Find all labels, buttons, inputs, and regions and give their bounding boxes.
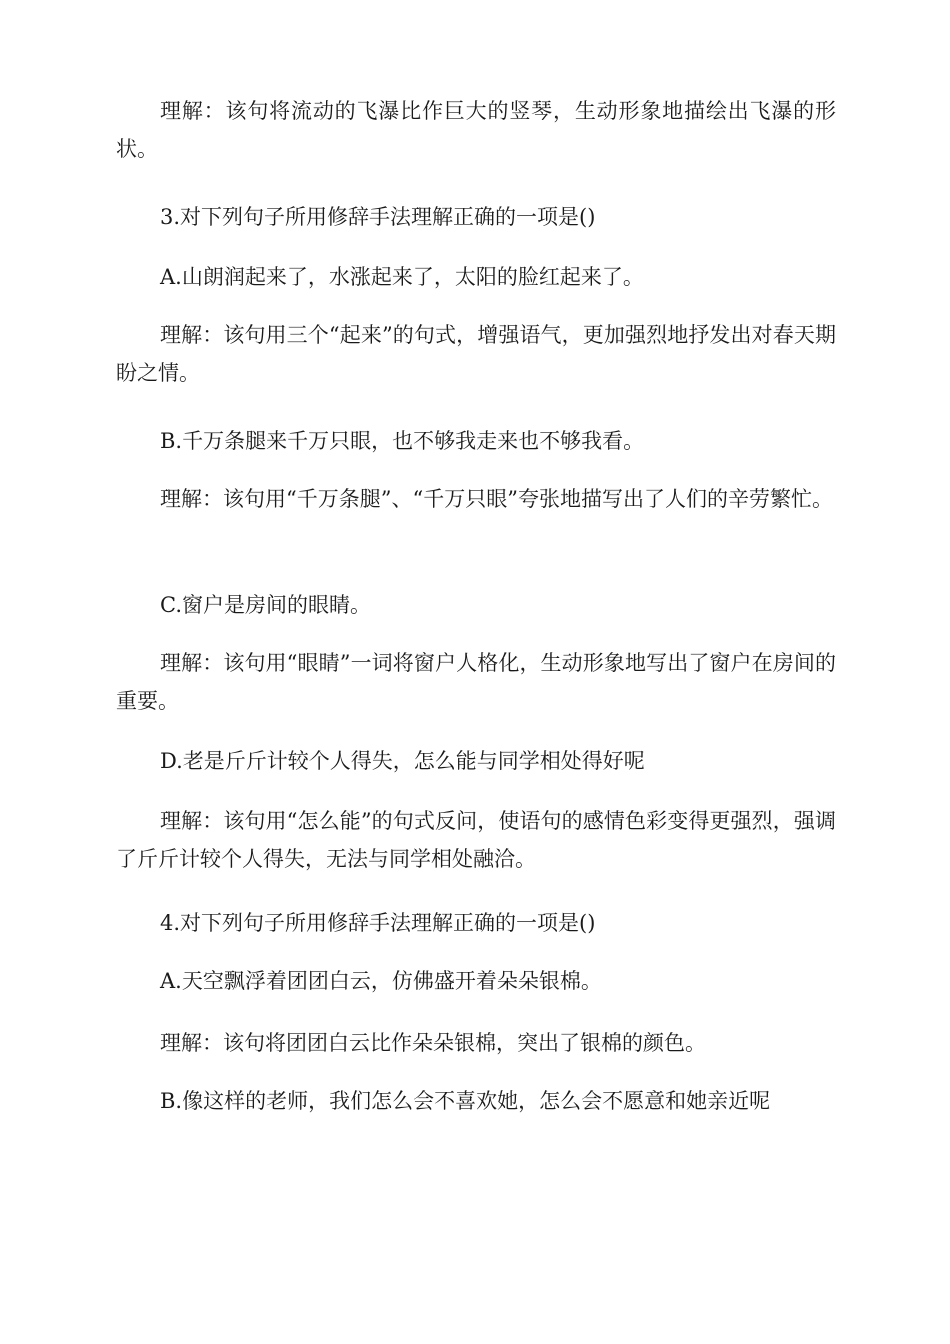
- paragraph-understanding-waterfall: 理解：该句将流动的飞瀑比作巨大的竖琴，生动形象地描绘出飞瀑的形状。: [116, 99, 836, 161]
- question-3: 3.对下列句子所用修辞手法理解正确的一项是(): [160, 205, 596, 229]
- question-3-option-c: C.窗户是房间的眼睛。: [160, 593, 371, 617]
- question-3-option-c-understanding: 理解：该句用“眼睛”一词将窗户人格化，生动形象地写出了窗户在房间的重要。: [116, 651, 836, 713]
- question-3-option-a-understanding: 理解：该句用三个“起来”的句式，增强语气，更加强烈地抒发出对春天期盼之情。: [116, 323, 836, 385]
- question-4-option-b: B.像这样的老师，我们怎么会不喜欢她，怎么会不愿意和她亲近呢: [160, 1089, 771, 1113]
- question-3-option-d-understanding: 理解：该句用“怎么能”的句式反问，使语句的感情色彩变得更强烈，强调了斤斤计较个人得失，无法与同学相处融洽。: [116, 809, 836, 871]
- question-4-option-a-understanding: 理解：该句将团团白云比作朵朵银棉，突出了银棉的颜色。: [160, 1031, 706, 1055]
- question-3-option-b: B.千万条腿来千万只眼，也不够我走来也不够我看。: [160, 429, 645, 453]
- question-4: 4.对下列句子所用修辞手法理解正确的一项是(): [160, 911, 596, 935]
- question-3-option-a: A.山朗润起来了，水涨起来了，太阳的脸红起来了。: [160, 265, 644, 289]
- question-3-option-d: D.老是斤斤计较个人得失，怎么能与同学相处得好呢: [160, 749, 645, 773]
- question-4-option-a: A.天空飘浮着团团白云，仿佛盛开着朵朵银棉。: [160, 969, 602, 993]
- question-3-option-b-understanding: 理解：该句用“千万条腿”、“千万只眼”夸张地描写出了人们的辛劳繁忙。: [160, 487, 833, 511]
